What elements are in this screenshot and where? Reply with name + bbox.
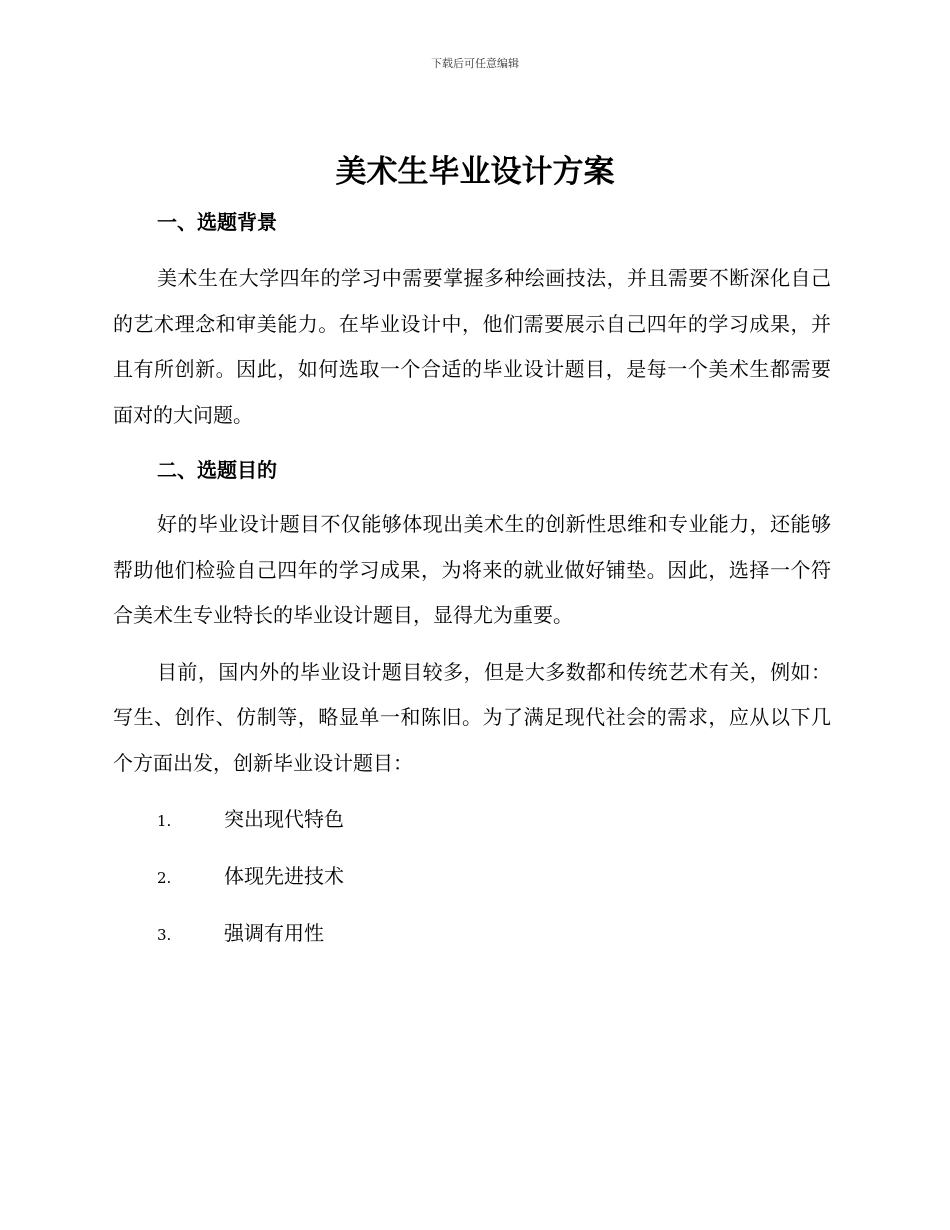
list-item [113,854,831,911]
list-item-number: 1. [157,812,172,830]
section-heading-purpose: 二、选题目的 [157,458,277,482]
list-item-text: 突出现代特色 [224,807,344,831]
document-title: 美术生毕业设计方案 [335,154,615,190]
list-item [113,797,831,854]
document-body [113,200,831,968]
list-item-number: 3. [157,926,172,944]
list-item-number: 2. [157,869,172,887]
paragraph-purpose: 好的毕业设计题目不仅能够体现出美术生的创新性思维和专业能力，还能够帮助他们检验自己四年的学习成果，为将来的就业做好铺垫。因此，选择一个符合美术生专业特长的毕业设计题目，显得尤为重要。 [113,512,831,627]
section-heading-background: 一、选题背景 [157,210,277,234]
list-item-text: 强调有用性 [224,921,324,945]
header-note: 下载后可任意编辑 [431,57,519,70]
list-item-text: 体现先进技术 [224,864,344,888]
list-item [113,911,831,968]
paragraph-background: 美术生在大学四年的学习中需要掌握多种绘画技法，并且需要不断深化自己的艺术理念和审美能力。在毕业设计中，他们需要展示自己四年的学习成果，并且有所创新。因此，如何选取一个合适的毕业设计题目，是每一个美术生都需要面对的大问题。 [113,266,831,427]
numbered-list [113,797,831,968]
paragraph-current-status: 目前，国内外的毕业设计题目较多，但是大多数都和传统艺术有关，例如：写生、创作、仿制等，略显单一和陈旧。为了满足现代社会的需求，应从以下几个方面出发，创新毕业设计题目： [113,659,831,775]
